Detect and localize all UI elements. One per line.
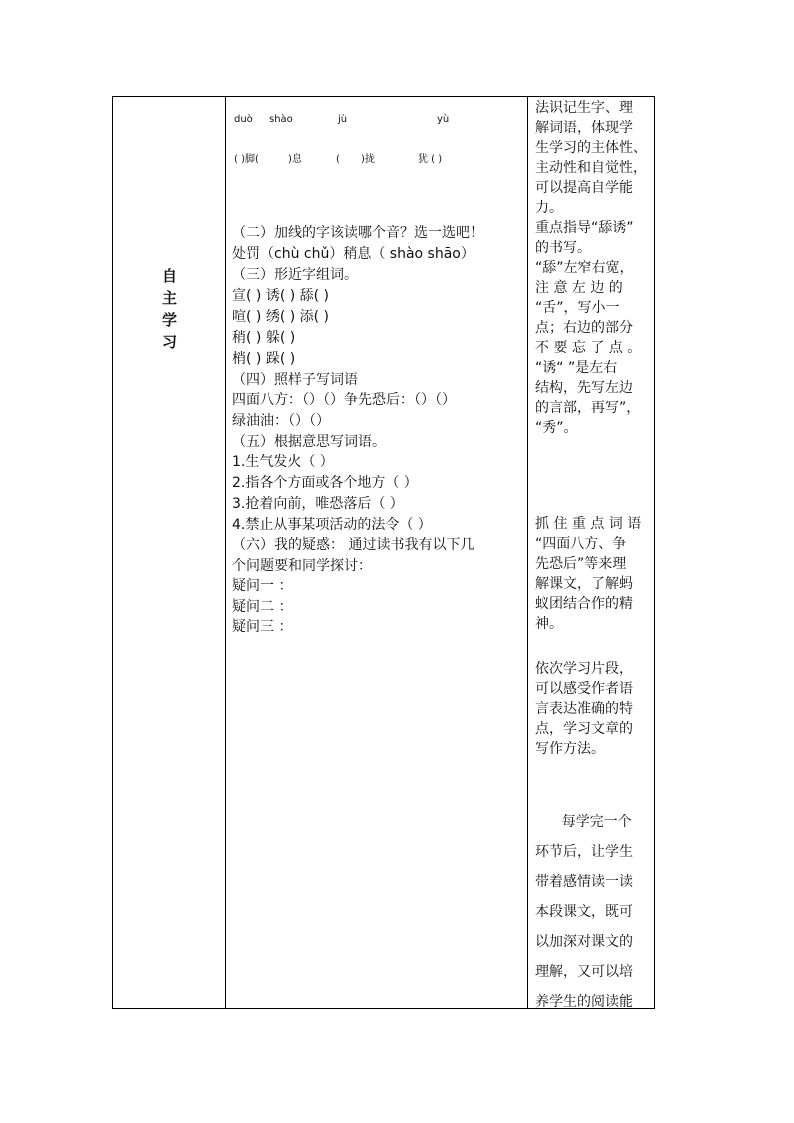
note-line: 可以感受作者语 xyxy=(535,681,633,697)
note-line: 法识记生字、理 xyxy=(535,100,633,116)
note-line: 每学完一个 xyxy=(535,814,632,830)
note-line: 点，学习文章的 xyxy=(535,721,633,737)
heading-3: （三）形近字组词。 xyxy=(232,267,358,283)
section-label-char: 自 xyxy=(161,267,177,285)
note-line: 解课文，了解蚂 xyxy=(535,576,633,592)
word-row: 宣( ) 诱( ) 舔( ) xyxy=(232,288,330,304)
heading-5: （五）根据意思写词语。 xyxy=(232,434,386,450)
note-line: 以加深对课文的 xyxy=(535,934,633,950)
pinyin-label: shào xyxy=(269,114,293,125)
note-line: 注 意 左 边 的 xyxy=(535,280,623,296)
note-line: 依次学习片段， xyxy=(535,661,633,677)
heading-2: （二）加线的字该读哪个音？选一选吧！ xyxy=(232,225,484,241)
note-line: 重点指导“舔诱” xyxy=(535,220,634,236)
section-label xyxy=(113,265,226,353)
note-line: 抓 住 重 点 词 语 xyxy=(535,516,642,532)
note-line: “四面八方、争 xyxy=(535,536,627,552)
note-line: 蚁团结合作的精 xyxy=(535,596,633,612)
definition-item: 2.指各个方面或各个地方（ ） xyxy=(232,475,418,491)
note-line: 力。 xyxy=(535,200,563,216)
note-line: 带着感情读一读 xyxy=(535,874,633,890)
notes-block-1 xyxy=(535,98,649,438)
note-line: 主动性和自觉性， xyxy=(535,160,647,176)
notes-block-4 xyxy=(535,807,649,1017)
bracket-blank: )息 xyxy=(288,154,302,165)
bracket-blank: ( )脚( xyxy=(234,154,259,165)
word-row: 梢( ) 跺( ) xyxy=(232,351,296,367)
word-row: 稍( ) 躲( ) xyxy=(232,330,296,346)
word-row: 喧( ) 绣( ) 添( ) xyxy=(232,309,330,325)
note-line: 的书写。 xyxy=(535,240,591,256)
section-label-cell xyxy=(113,97,226,1008)
note-line: 养学生的阅读能 xyxy=(535,994,633,1010)
bracket-blank: 犹 ( ) xyxy=(418,154,443,165)
question-3: 疑问三 ： xyxy=(232,619,293,635)
section-label-char: 学 xyxy=(161,311,177,329)
definition-item: 1.生气发火（ ） xyxy=(232,454,334,470)
note-line: “秀”。 xyxy=(535,420,578,436)
pronunciation-choice: 处罚（chù chǔ）稍息（ shào shāo） xyxy=(232,246,475,262)
exercise-cell xyxy=(226,97,528,1008)
pinyin-label: yù xyxy=(437,114,450,125)
note-line: 言表达准确的特 xyxy=(535,701,633,717)
definition-item: 4.禁止从事某项活动的法令（ ） xyxy=(232,517,432,533)
definition-item: 3.抢着向前，唯恐落后（ ） xyxy=(232,496,404,512)
notes-block-2 xyxy=(535,514,649,634)
note-line: 写作方法。 xyxy=(535,741,605,757)
question-1: 疑问一 ： xyxy=(232,578,293,594)
note-line: 理解，又可以培 xyxy=(535,964,633,980)
notes-cell xyxy=(528,97,654,1008)
note-line: 神。 xyxy=(535,616,563,632)
note-line: 生学习的主体性、 xyxy=(535,140,647,156)
note-line: 先恐后”等来理 xyxy=(535,556,627,572)
note-line: 点；右边的部分 xyxy=(535,320,633,336)
note-line: 环节后，让学生 xyxy=(535,844,633,860)
note-line: 结构，先写左边 xyxy=(535,380,633,396)
heading-6: （六）我的疑惑： 通过读书我有以下几 xyxy=(232,537,475,553)
note-line: “舔”左窄右宽， xyxy=(535,260,634,276)
bracket-blank: )拢 xyxy=(361,154,375,165)
note-line: 不 要 忘 了 点 。 xyxy=(535,340,642,356)
note-line: “诱“ ”是左右 xyxy=(535,360,618,376)
note-line: 本段课文，既可 xyxy=(535,904,633,920)
note-line: 的言部，再写”， xyxy=(535,400,641,416)
question-intro: 个问题要和同学探讨： xyxy=(232,558,372,574)
heading-4: （四）照样子写词语 xyxy=(232,372,358,388)
bracket-blank: ( xyxy=(336,154,340,165)
notes-block-3 xyxy=(535,659,649,759)
lesson-table xyxy=(112,96,655,1009)
note-line: “舌”，写小一 xyxy=(535,300,620,316)
note-line: 可以提高自学能 xyxy=(535,180,633,196)
note-line: 解词语，体现学 xyxy=(535,120,633,136)
example-row: 四面八方：（）（）争先恐后：（）（） xyxy=(232,392,456,408)
question-2: 疑问二 ： xyxy=(232,599,293,615)
pinyin-label: duò xyxy=(234,114,253,125)
section-label-char: 习 xyxy=(161,333,177,351)
section-label-char: 主 xyxy=(161,289,177,307)
example-row: 绿油油：（）（） xyxy=(232,413,330,429)
pinyin-label: jù xyxy=(338,114,348,125)
